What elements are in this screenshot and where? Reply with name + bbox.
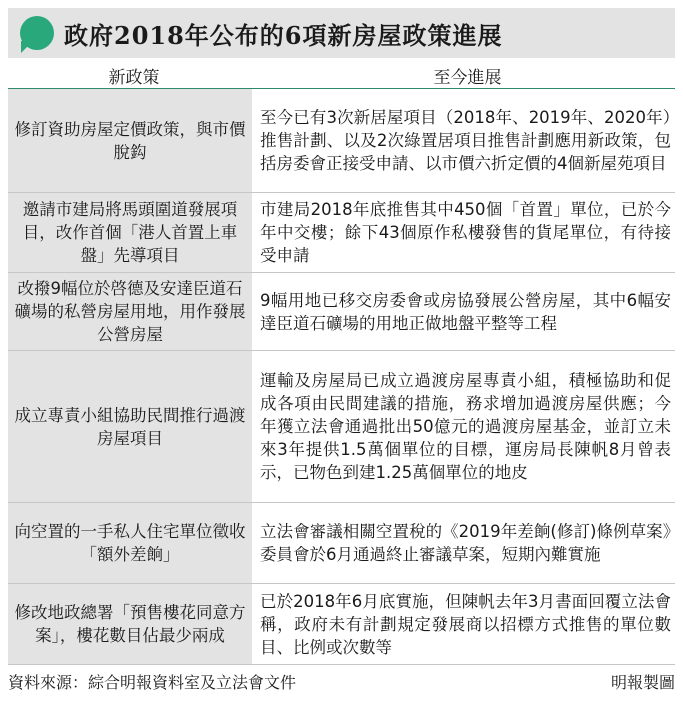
progress-cell: 立法會審議相關空置稅的《2019年差餉(修訂)條例草案》委員會於6月通過終止審議草案，短期內難實施 (260, 522, 671, 564)
table-row (8, 584, 675, 665)
policy-table (8, 62, 675, 657)
table-row (8, 193, 675, 273)
header-progress: 至今進展 (433, 67, 502, 88)
progress-cell: 9幅用地已移交房委會或房協發展公營房屋，其中6幅安達臣道石礦場的用地正做地盤平整等工程 (260, 290, 671, 333)
table-row (8, 273, 675, 351)
policy-cell: 成立專責小組協助民間推行過渡房屋項目 (8, 351, 252, 502)
source-note: 資料來源：綜合明報資料室及立法會文件 (8, 673, 297, 692)
table-header (8, 62, 675, 89)
progress-cell: 已於2018年6月底實施，但陳帆去年3月書面回覆立法會稱，政府未有計劃規定發展商以招標方式推售的單位數目、比例或次數等 (260, 591, 671, 657)
header-policy: 新政策 (108, 67, 160, 88)
policy-cell: 邀請市建局將馬頭圍道發展項目，改作首個「港人首置上車盤」先導項目 (8, 193, 252, 272)
credit-note: 明報製圖 (610, 673, 675, 692)
table-row (8, 89, 675, 193)
policy-cell: 改撥9幅位於啓德及安達臣道石礦場的私營房屋用地，用作發展公營房屋 (8, 273, 252, 350)
title-bar (8, 8, 675, 58)
table-row (8, 351, 675, 503)
footer (8, 670, 675, 693)
progress-cell: 市建局2018年底推售其中450個「首置」單位，已於今年中交樓；餘下43個原作私樓發售的貨尾單位，有待接受申請 (260, 200, 671, 265)
policy-cell: 向空置的一手私人住宅單位徵收「額外差餉」 (8, 503, 252, 583)
table-row (8, 503, 675, 584)
progress-cell: 運輸及房屋局已成立過渡房屋專責小組，積極協助和促成各項由民間建議的措施，務求增加過渡房屋供應；今年獲立法會通過批出50億元的過渡房屋基金，並訂立未來3年提供1.5萬個單位的目標，運房局長陳帆8月曾表示，已物色到建1.25萬個單位的地皮 (260, 371, 671, 482)
speech-bubble-icon (20, 16, 54, 50)
policy-cell: 修改地政總署「預售樓花同意方案」，樓花數目佔最少兩成 (8, 584, 252, 664)
progress-cell: 至今已有3次新居屋項目（2018年、2019年、2020年）推售計劃、以及2次綠置居項目推售計劃應用新政策，包括房委會正接受申請、以市價六折定價的4個新屋苑項目 (260, 108, 671, 173)
policy-cell: 修訂資助房屋定價政策，與市價脫鈎 (8, 89, 252, 192)
page-title: 政府2018年公布的6項新房屋政策進展 (64, 20, 503, 50)
